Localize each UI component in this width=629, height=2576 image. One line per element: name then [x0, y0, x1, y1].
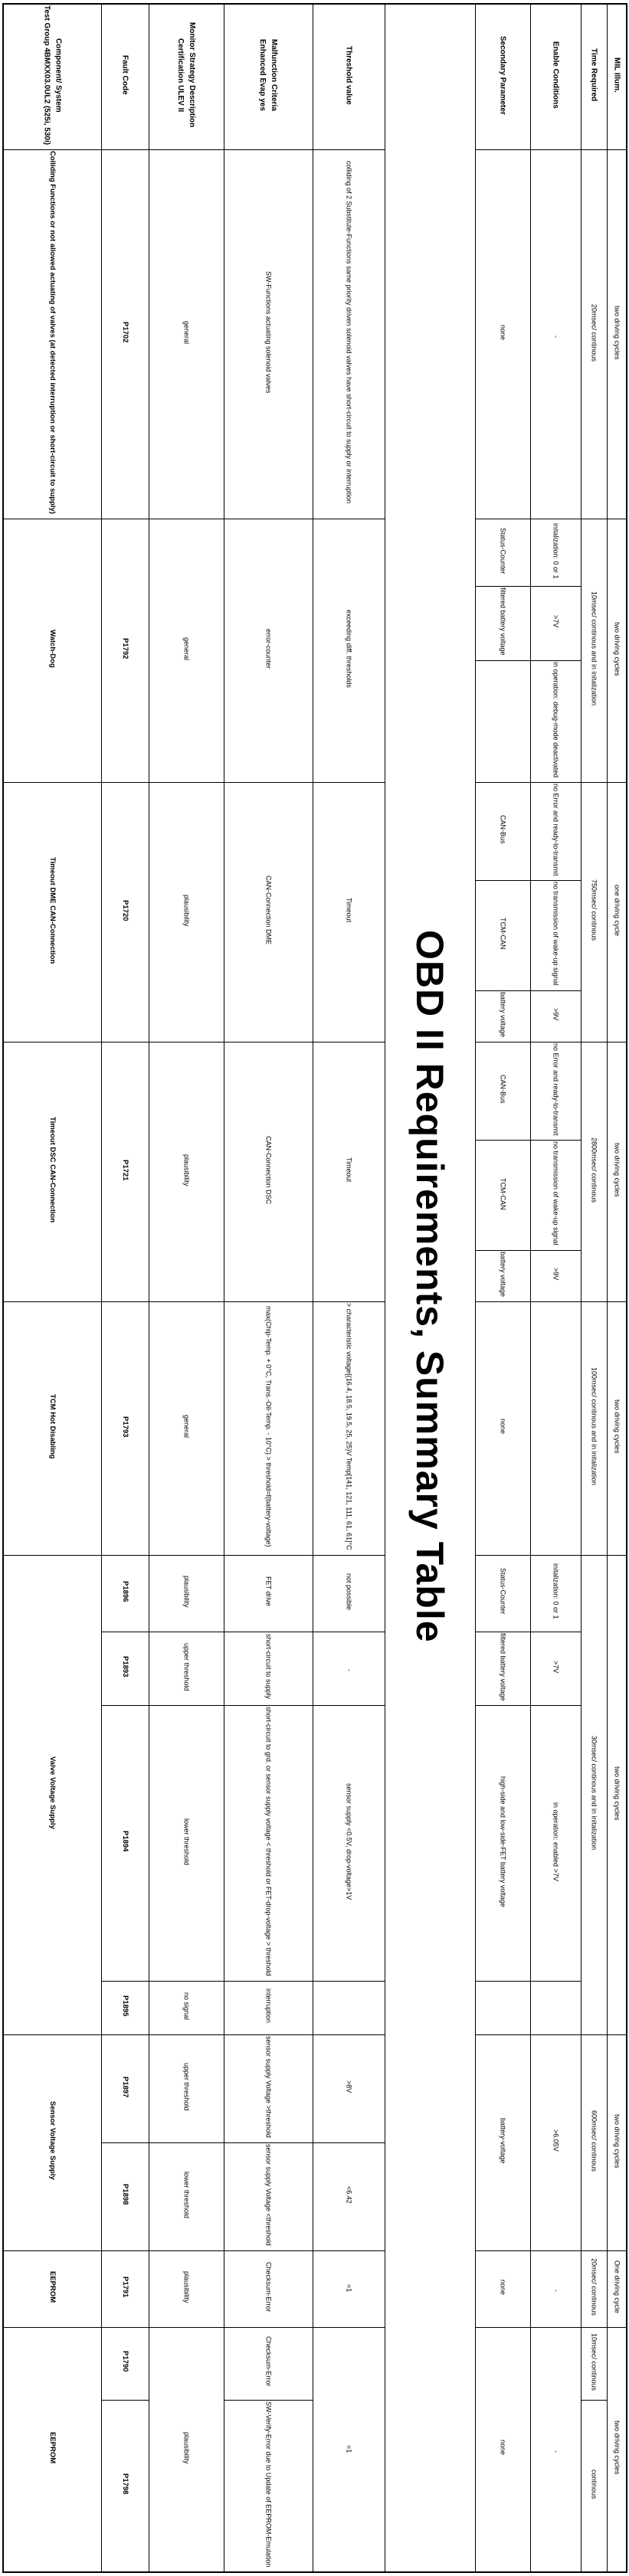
cell-watchdog-malfunction: error-counter [224, 519, 313, 783]
cell-sensor1-fault: P1897 [101, 2034, 149, 2142]
header-malfunction-criteria [224, 4, 313, 150]
cell-sensor2-fault: P1898 [101, 2142, 149, 2250]
cell-dsc-enable-1: no Error and ready-to-transmit [530, 1042, 581, 1141]
cell-valve4-monitor: no signal [149, 1981, 224, 2034]
cell-dsc-mil: two driving cycles [607, 1042, 627, 1301]
cell-dsc-enable-3: >9V [530, 1251, 581, 1302]
header-certification: Certification ULEV II [176, 38, 185, 113]
cell-valve4-fault: P1895 [101, 1981, 149, 2034]
cell-tcmhot-time: 100msec/ continous and in initalization [581, 1302, 607, 1556]
cell-sensor2-monitor: lower threshold [149, 2142, 224, 2250]
cell-eeprom2-mil: two driving cycles [607, 2327, 627, 2572]
cell-sensor2-malfunction: sensor supply Voltage <threshold [224, 2142, 313, 2250]
cell-dsc-enable-2: no transmission of wake-up signal [530, 1141, 581, 1251]
cell-watchdog-time: 10msec/ continous and in initalization [581, 519, 607, 783]
cell-dme-component: Timeout DME CAN-Connection [3, 782, 101, 1042]
cell-eeprom3-time: continous [581, 2400, 607, 2572]
cell-dme-threshold: Timeout [313, 782, 385, 1042]
cell-dme-enable-2: no transmission of wake-up signal [530, 881, 581, 991]
cell-watchdog-threshold: exceeding diff. thresholds [313, 519, 385, 783]
cell-eeprom1-threshold: =1 [313, 2250, 385, 2327]
page-title-text: OBD II Requirements, Summary Table [408, 929, 451, 1643]
cell-tcmhot-malfunction: max(Chip-Temp. + 0°C, Trans.-Oil-Temp. - 10°C) > threshold=f(battery-voltage) [224, 1302, 313, 1556]
cell-watchdog-enable-3: in operation: debug-mode deactivated [530, 660, 581, 782]
header-mil-illum: MIL Illum. [607, 4, 627, 150]
cell-eeprom1-enable: - [530, 2250, 581, 2327]
cell-eeprom2-malfunction: Checksum-Error [224, 2327, 313, 2400]
cell-colliding-component: Colliding Functions or not allowed actuating of valves (at detected interruption or short-circuit to supply) [3, 150, 101, 519]
cell-valve3-malfunction: short-circuit to grd. or sensor supply voltage < threshold or FET-drop-voltage > threshold [224, 1706, 313, 1982]
header-component-label: Component/ System [54, 38, 63, 113]
cell-dme-enable-1: no Error and ready-to-transmit [530, 782, 581, 881]
cell-dme-secondary-3: battery voltage [475, 990, 530, 1042]
cell-watchdog-fault: P1792 [101, 519, 149, 783]
cell-dsc-fault: P1721 [101, 1042, 149, 1301]
cell-watchdog-enable-2: >7V [530, 587, 581, 661]
cell-valve2-enable: >7V [530, 1632, 581, 1706]
cell-colliding-secondary: none [475, 150, 530, 519]
obd-summary-table [2, 3, 627, 2573]
cell-colliding-enable: - [530, 150, 581, 519]
cell-sensor-component: Sensor Voltage Supply [3, 2034, 101, 2250]
cell-tcmhot-secondary: none [475, 1302, 530, 1556]
cell-eeprom1-secondary: none [475, 2250, 530, 2327]
cell-valve4-malfunction: interruption [224, 1981, 313, 2034]
cell-sensor-time: 600msec/ continous [581, 2034, 607, 2250]
cell-eeprom1-component: EEPROM [3, 2250, 101, 2327]
cell-colliding-mil: two driving cycles [607, 150, 627, 519]
cell-dme-fault: P1720 [101, 782, 149, 1042]
cell-valve-mil: two driving cycles [607, 1555, 627, 2034]
cell-valve1-secondary: Status-Counter [475, 1555, 530, 1632]
header-fault-code: Fault Code [101, 4, 149, 150]
header-secondary-parameter: Secondary Parameter [475, 4, 530, 150]
cell-valve-component: Valve Voltage Supply [3, 1555, 101, 2034]
cell-tcmhot-monitor: general [149, 1302, 224, 1556]
cell-tcmhot-component: TCM Hot Disabling [3, 1302, 101, 1556]
cell-eeprom2-time: 10msec/ continous [581, 2327, 607, 2400]
cell-eeprom2-monitor: plausibility [149, 2327, 224, 2572]
cell-dme-mil: one driving cycle [607, 782, 627, 1042]
cell-dsc-secondary-1: CAN-Bus [475, 1042, 530, 1141]
cell-sensor1-monitor: upper threshold [149, 2034, 224, 2142]
cell-valve2-malfunction: short-circuit to supply [224, 1632, 313, 1706]
cell-colliding-malfunction: SW-Functions actuating solenoid valves [224, 150, 313, 519]
cell-colliding-monitor: general [149, 150, 224, 519]
cell-dsc-monitor: plausibility [149, 1042, 224, 1301]
cell-tcmhot-enable [530, 1302, 581, 1556]
cell-sensor2-threshold: <6.42 [313, 2142, 385, 2250]
cell-eeprom2-threshold: =1 [313, 2327, 385, 2572]
cell-dme-malfunction: CAN-Connection DME [224, 782, 313, 1042]
cell-valve1-threshold: not possible [313, 1555, 385, 1632]
cell-valve2-fault: P1893 [101, 1632, 149, 1706]
cell-tcmhot-mil: two driving cycles [607, 1302, 627, 1556]
cell-dsc-component: Timeout DSC CAN-Connection [3, 1042, 101, 1301]
cell-dme-monitor: plausibility [149, 782, 224, 1042]
cell-watchdog-secondary-3 [475, 660, 530, 782]
cell-sensor-enable: >6.05V [530, 2034, 581, 2250]
cell-dsc-malfunction: CAN-Connection DSC [224, 1042, 313, 1301]
cell-sensor1-malfunction: sensor supply Voltage >threshold [224, 2034, 313, 2142]
header-enable-conditions: Enable Conditions [530, 4, 581, 150]
cell-eeprom3-malfunction: SW-Verify-Error due to Update of EEPROM-Emulation [224, 2400, 313, 2572]
cell-sensor1-threshold: >8V [313, 2034, 385, 2142]
header-time-required: Time Required [581, 4, 607, 150]
header-monitor-strategy [149, 4, 224, 150]
cell-dsc-secondary-2: TCM-CAN [475, 1141, 530, 1251]
cell-valve3-secondary: high-side and low-side-FET battery voltage [475, 1706, 530, 1982]
cell-colliding-threshold: colliding of 2 Substitute-Functions same priority driven solenoid valves have short-circuit to supply or interruption [313, 150, 385, 519]
header-test-group: Test Group 4BMXX03.0UL2 (525i, 530i) [42, 5, 51, 146]
cell-watchdog-enable-1: initalization: 0 or 1 [530, 519, 581, 587]
cell-sensor-secondary: battery-voltage [475, 2034, 530, 2250]
cell-sensor-mil: two driving cycles [607, 2034, 627, 2250]
cell-eeprom2-enable: - [530, 2327, 581, 2572]
cell-dsc-time: 2800msec/ continous [581, 1042, 607, 1301]
cell-colliding-time: 20msec/ continous [581, 150, 607, 519]
cell-dme-secondary-2: TCM-CAN [475, 881, 530, 991]
cell-eeprom2-secondary: none [475, 2327, 530, 2572]
header-threshold-value: Threshold value [313, 4, 385, 150]
cell-valve1-malfunction: FET drive [224, 1555, 313, 1632]
header-malfunction-label: Malfunction Criteria [270, 39, 278, 111]
cell-eeprom1-mil: One driving cycle [607, 2250, 627, 2327]
cell-eeprom1-malfunction: Checksum-Error [224, 2250, 313, 2327]
cell-eeprom1-fault: P1791 [101, 2250, 149, 2327]
cell-valve1-fault: P1896 [101, 1555, 149, 1632]
cell-eeprom2-fault: P1790 [101, 2327, 149, 2400]
cell-valve3-monitor: lower threshold [149, 1706, 224, 1982]
cell-tcmhot-threshold: > characteristic voltage[(16.4, 18.5, 19.5, 25, 25)V Temp[141, 121, 111, 61, 61]°C [313, 1302, 385, 1556]
cell-valve2-threshold: - [313, 1632, 385, 1706]
header-monitor-label: Monitor Strategy Description [188, 22, 196, 128]
cell-valve3-fault: P1894 [101, 1706, 149, 1982]
cell-valve-time: 30msec/ continous and in initalization [581, 1555, 607, 2034]
cell-valve1-enable: initalization: 0 or 1 [530, 1555, 581, 1632]
cell-dme-enable-3: >9V [530, 990, 581, 1042]
cell-valve4-secondary [475, 1981, 530, 2034]
cell-valve2-secondary: filtered battery voltage [475, 1632, 530, 1706]
cell-eeprom2-component: EEPROM [3, 2327, 101, 2572]
header-component-system [3, 4, 101, 150]
page-title [385, 4, 475, 2572]
cell-watchdog-component: Watch-Dog [3, 519, 101, 783]
header-enhanced-evap: Enhanced Evap yes [258, 39, 267, 112]
cell-watchdog-secondary-2: filtered battery voltage [475, 587, 530, 661]
cell-valve2-monitor: upper threshold [149, 1632, 224, 1706]
cell-dsc-threshold: Timeout [313, 1042, 385, 1301]
cell-watchdog-secondary-1: Status-Counter [475, 519, 530, 587]
cell-valve4-threshold [313, 1981, 385, 2034]
cell-watchdog-monitor: general [149, 519, 224, 783]
cell-dsc-secondary-3: battery voltage [475, 1251, 530, 1302]
cell-valve4-enable [530, 1981, 581, 2034]
cell-valve1-monitor: plausibility [149, 1555, 224, 1632]
cell-eeprom3-fault: P1798 [101, 2400, 149, 2572]
cell-tcmhot-fault: P1793 [101, 1302, 149, 1556]
cell-eeprom1-time: 20msec/ continous [581, 2250, 607, 2327]
cell-colliding-fault: P1702 [101, 150, 149, 519]
cell-watchdog-mil: two driving cycles [607, 519, 627, 783]
cell-dme-time: 750msec/ continous [581, 782, 607, 1042]
cell-valve3-enable: in operation: enabled >7V [530, 1706, 581, 1982]
cell-eeprom1-monitor: plausibility [149, 2250, 224, 2327]
cell-dme-secondary-1: CAN-Bus [475, 782, 530, 881]
cell-valve3-threshold: sensor supply <0.5V, drop-voltage>1V [313, 1706, 385, 1982]
